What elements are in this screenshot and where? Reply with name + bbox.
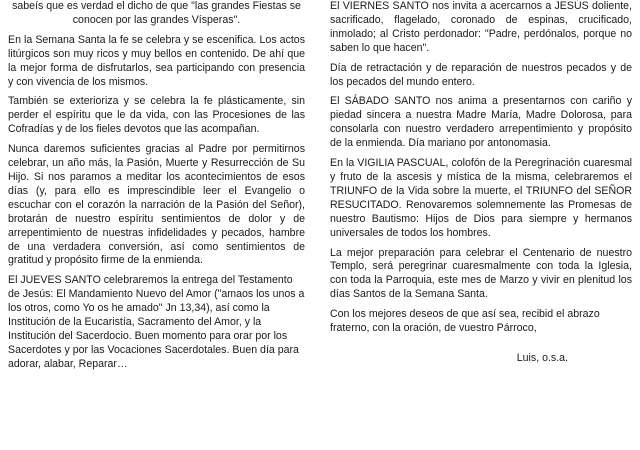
right-column [330, 0, 632, 366]
paragraph-procesiones: También se exterioriza y se celebra la fe plásticamente, sin perder el espíritu que le da vida, con las Procesiones de las Cofradías y de los fieles devotos que las acompañan. [8, 95, 305, 136]
signature: Luis, o.s.a. [516, 351, 568, 364]
paragraph-despedida: Con los mejores deseos de que así sea, recibid el abrazo fraterno, con la oración, de vuestro Párroco, [330, 308, 600, 335]
paragraph-retractacion: Día de retractación y de reparación de nuestros pecados y de los pecados del mundo entero. [330, 61, 632, 88]
paragraph-vigilia-pascual: En la VIGILIA PASCUAL, colofón de la Peregrinación cuaresmal y fruto de la ascesis y mística de la misma, celebraremos el TRIUNFO de la Vida sobre la muerte, el TRIUNFO del SEÑOR RESUCITADO. Renovaremos solemnemente las Promesas de nuestro Bautismo: Hijos de Dios para siempre y hermanos universales de todos los hombres. [330, 157, 632, 239]
left-column [8, 0, 305, 378]
paragraph-centenario: La mejor preparación para celebrar el Centenario de nuestro Templo, será peregrinar cuaresmalmente con toda la Iglesia, con toda la Parroquia, este mes de Marzo y vivir en plenitud los días Santos de la Semana Santa. [330, 246, 632, 301]
paragraph-semana-santa: En la Semana Santa la fe se celebra y se escenifica. Los actos litúrgicos son muy ricos y muy bellos en contenido. De ahí que la mejor forma de disfrutarlos, sea participando con presencia y con vivencia de los mismos. [8, 33, 305, 88]
paragraph-sabado-santo: El SÁBADO SANTO nos anima a presentarnos con cariño y piedad sincera a nuestra Madre María, Madre Dolorosa, para consolarla con nuestro verdadero arrepentimiento y propósito de la enmienda. Día mariano por antonomasia. [330, 95, 632, 150]
paragraph-viernes-santo: El VIERNES SANTO nos invita a acercarnos a JESÚS doliente, sacrificado, flagelado, coronado de espinas, crucificado, inmolado; al Cristo perdonador: "Padre, perdónalos, porque no saben lo que hacen". [330, 0, 632, 54]
paragraph-gracias: Nunca daremos suficientes gracias al Padre por permitirnos celebrar, un año más, la Pasión, Muerte y Resurrección de Su Hijo. Si nos paramos a meditar los acontecimientos de esos días (y, para ello es imprescindible leer el Evangelio o escuchar con el corazón la narración de la Pasión del Señor), brotarán de nuestro espíritu sentimientos de dolor y de arrepentimiento de nuestras infidelidades y pecados, hambre de una verdadera conversión, así como sentimientos de gratitud y propósito firme de la enmienda. [8, 143, 305, 267]
paragraph-jueves-santo: El JUEVES SANTO celebraremos la entrega del Testamento de Jesús: El Mandamiento Nuevo del Amor ("amaos los unos a los otros, como Yo os he amado" Jn 13,34), así como la Institución de la Eucaristía, Sacramento del Amor, y la Institución del Sacerdocio. Buen momento para orar por los Sacerdotes y por las Vocaciones Sacerdotales. Buen día para adorar, alabar, Reparar… [8, 274, 305, 370]
paragraph-vísperas: sabeís que es verdad el dicho de que "las grandes Fiestas se conocen por las grandes Vísperas". [12, 0, 301, 26]
